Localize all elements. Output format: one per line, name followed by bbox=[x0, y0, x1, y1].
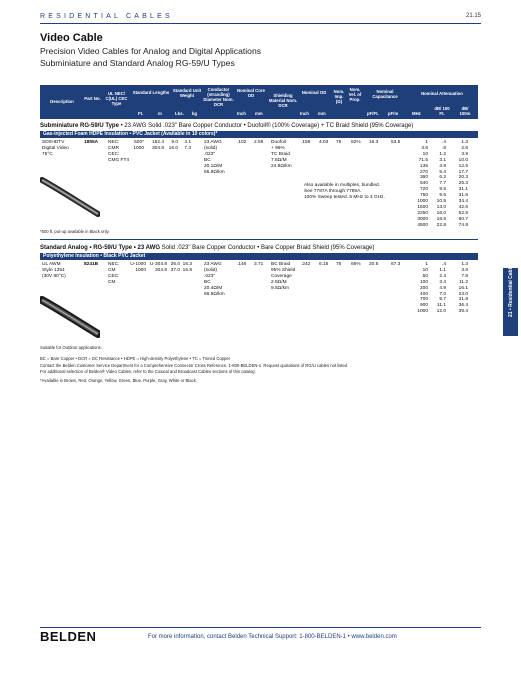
page-number: 21.15 bbox=[465, 13, 481, 19]
footer-rule bbox=[40, 627, 481, 628]
col-nom-cap: Nominal Capacitance bbox=[372, 89, 398, 99]
s1-velocity: 82% bbox=[351, 140, 361, 145]
s1-core-mm: 2.59 bbox=[254, 140, 264, 145]
col-nom-atten: Nominal Attenuation bbox=[421, 91, 463, 96]
s1-ul-type: NEC: CMR CEC: CMG FT4 bbox=[108, 140, 130, 163]
s1-od-mm: 4.03 bbox=[319, 140, 329, 145]
s2-atten-db-ft: .4 1.1 2.4 3.4 4.9 7.0 9.7 11.1 12.0 bbox=[436, 262, 446, 315]
s2-impedance: 75 bbox=[336, 262, 342, 267]
col-nom-od: Nominal OD bbox=[301, 90, 327, 95]
col-ul-nec: UL NEC/ C(UL) CEC Type bbox=[105, 91, 128, 106]
s1-footnote: *500 ft. put-up available in Black only. bbox=[40, 229, 110, 234]
s1-weight-lbs: 9.0 16.0 bbox=[168, 140, 178, 151]
s2-freq-mhz: 1 10 50 100 200 400 700 900 1000 bbox=[417, 262, 428, 315]
unit-db-100m: dB/ 100m bbox=[459, 106, 471, 116]
section1-title-text: Subminiature RG-59/U Type bbox=[40, 123, 119, 129]
col-std-weight: Standard Unit Weight bbox=[172, 88, 202, 98]
unit-core-mm: mm bbox=[255, 111, 263, 116]
col-nom-vel: Nom. Vel. of Prop. bbox=[348, 87, 362, 102]
s2-cap-pf-m: 67.3 bbox=[391, 262, 401, 267]
cable-image-subminiature bbox=[40, 170, 100, 220]
cable-image-standard bbox=[40, 292, 100, 340]
section2-detail: Solid .023" Bare Copper Conductor • Bare Copper Braid Shield (95% Coverage) bbox=[160, 245, 375, 251]
subtitle-2: Subminiature and Standard Analog RG-59/U Types bbox=[40, 58, 235, 68]
s2-core-inch: .146 bbox=[237, 262, 247, 267]
s2-shield: BC Braid 95% Shield Coverage 2.9Ω/M 9.5Ω/km bbox=[271, 262, 296, 291]
s2-od-mm: 6.15 bbox=[319, 262, 329, 267]
note-additional: For additional selection of Belden® Video Cables, refer to the Coaxial and Broadcast Cables sections of this catalog. bbox=[40, 369, 256, 374]
unit-lbs: Lbs. bbox=[175, 111, 184, 116]
unit-core-inch: Inch bbox=[237, 111, 246, 116]
s1-weight-kg: 4.1 7.3 bbox=[184, 140, 191, 151]
s2-weight-kg: 16.3 16.8 bbox=[182, 262, 192, 273]
table-header bbox=[40, 85, 478, 119]
col-core-od: Nominal Core OD bbox=[237, 88, 265, 98]
footer-contact: For more information, contact Belden Technical Support: 1-800-BELDEN-1 • www.belden.com bbox=[148, 634, 397, 640]
col-shielding: Shielding Material Nom. DCR bbox=[268, 93, 298, 108]
s1-part-number: 1855A bbox=[84, 140, 99, 145]
unit-od-inch: Inch bbox=[300, 111, 309, 116]
s1-core-inch: .102 bbox=[237, 140, 247, 145]
unit-ft: Ft. bbox=[138, 111, 144, 116]
s2-velocity: 66% bbox=[351, 262, 361, 267]
section-header: RESIDENTIAL CABLES bbox=[40, 13, 173, 20]
s1-freq-mhz: 1 3.6 10 71.5 135 270 360 540 720 750 1000 1500 2250 3000 4500 bbox=[417, 140, 428, 228]
s2-cap-pf-ft: 20.5 bbox=[369, 262, 379, 267]
subtitle-1: Precision Video Cables for Analog and Digital Applications bbox=[40, 46, 262, 56]
s1-atten-db-ft: .4 .8 1.2 3.1 3.8 5.4 6.2 7.7 9.5 9.6 10.5 13.0 16.0 18.5 22.8 bbox=[436, 140, 446, 228]
s1-od-inch: .159 bbox=[301, 140, 311, 145]
s2-footnote: Suitable for Outdoor applications. bbox=[40, 345, 102, 350]
section2-title bbox=[40, 245, 374, 251]
note-abbreviations: BC = Bare Copper • DCR = DC Resistance • HDPE = High-density Polyethylene • TC = Tinned Copper bbox=[40, 356, 231, 361]
note-contact: Contact the Belden Customer Service Department for a Comprehensive Connector Cross Reference. 1-800-BELDEN-1. Request quotations of RG/U cables not listed. bbox=[40, 363, 349, 368]
section2-band: Polyethylene Insulation • Black PVC Jacket bbox=[40, 253, 478, 260]
s1-length-m: 152.4 304.8 bbox=[151, 140, 164, 151]
s2-description: UL AWM Style 1354 (30V 80°C) bbox=[42, 262, 66, 279]
s1-length-ft: 500* 1000 bbox=[133, 140, 144, 151]
s1-cap-pf-ft: 16.3 bbox=[369, 140, 379, 145]
s2-length-m: U-304.8 304.8 bbox=[149, 262, 167, 273]
s2-core-mm: 3.71 bbox=[254, 262, 264, 267]
unit-mhz: MHz bbox=[412, 111, 421, 116]
s2-part-number: 8241B bbox=[84, 262, 99, 267]
col-std-lengths: Standard Lengths bbox=[132, 90, 170, 95]
col-part-no: Part No. bbox=[84, 96, 101, 101]
s1-description: SDI/HDTV Digital Video 75°C bbox=[42, 140, 69, 157]
unit-m: m bbox=[158, 111, 162, 116]
side-tab-label: 21 • Residential Cables bbox=[508, 262, 514, 317]
s2-od-inch: .242 bbox=[301, 262, 311, 267]
s2-conductor: 23 AWG (solid) .023" BC 20.4Ω/M 66.9Ω/km bbox=[204, 262, 225, 297]
s1-impedance: 75 bbox=[336, 140, 342, 145]
unit-db-100ft: dB/ 100 Ft. bbox=[434, 106, 450, 116]
s2-ul-type: NEC: CM CEC: CM bbox=[108, 262, 120, 285]
section2-title-text: Standard Analog • RG-59/U Type • 23 AWG bbox=[40, 245, 160, 251]
unit-kg: kg bbox=[192, 111, 198, 116]
s1-atten-db-m: 1.3 2.6 3.9 10.0 12.5 17.7 20.3 25.3 31.1 31.5 34.4 42.6 52.5 60.7 74.8 bbox=[458, 140, 468, 228]
s2-weight-lbs: 36.0 37.0 bbox=[170, 262, 180, 273]
header-rule bbox=[40, 23, 481, 24]
col-nom-imp: Nom. Imp. (Ω) bbox=[333, 89, 345, 104]
belden-logo: BELDEN bbox=[40, 629, 97, 644]
section1-detail: • 23 AWG Solid .023" Bare Copper Conductor • Duofoil® (100% Coverage) + TC Braid Shield (95% Coverage) bbox=[118, 123, 414, 129]
unit-pf-m: pF/m bbox=[388, 111, 399, 116]
s1-conductor: 23 AWG (solid) .023" BC 20.1Ω/M 65.9Ω/km bbox=[204, 140, 225, 175]
col-conductor: Conductor (stranding) Diameter Nom. DCR bbox=[203, 87, 234, 107]
note-colors: *Available in Brown, Red, Orange, Yellow, Green, Blue, Purple, Gray, White or Black. bbox=[40, 378, 197, 383]
s2-atten-db-m: 1.3 3.6 7.9 11.2 16.1 23.0 31.8 36.4 39.4 bbox=[458, 262, 468, 315]
section-divider bbox=[40, 239, 478, 240]
unit-pf-ft: pF/Ft. bbox=[367, 111, 379, 116]
s1-shield: Duofoil + 95% TC Braid 7.6Ω/M 24.9Ω/km bbox=[271, 140, 292, 169]
col-description: Description bbox=[50, 99, 74, 104]
s1-remark: Also available in multiples, bundled. See 7787A through 7789A. 100% Sweep tested. 5 MHz to 3 GHz. bbox=[304, 183, 385, 200]
s2-length-ft: U-1000 1000 bbox=[130, 262, 146, 273]
s1-cap-pf-m: 53.5 bbox=[391, 140, 401, 145]
section1-title bbox=[40, 123, 413, 129]
page-title: Video Cable bbox=[40, 32, 103, 44]
section1-band: Gas-injected Foam HDPE Insulation • PVC Jacket (Available in 10 colors)* bbox=[40, 131, 478, 138]
unit-od-mm: mm bbox=[318, 111, 326, 116]
